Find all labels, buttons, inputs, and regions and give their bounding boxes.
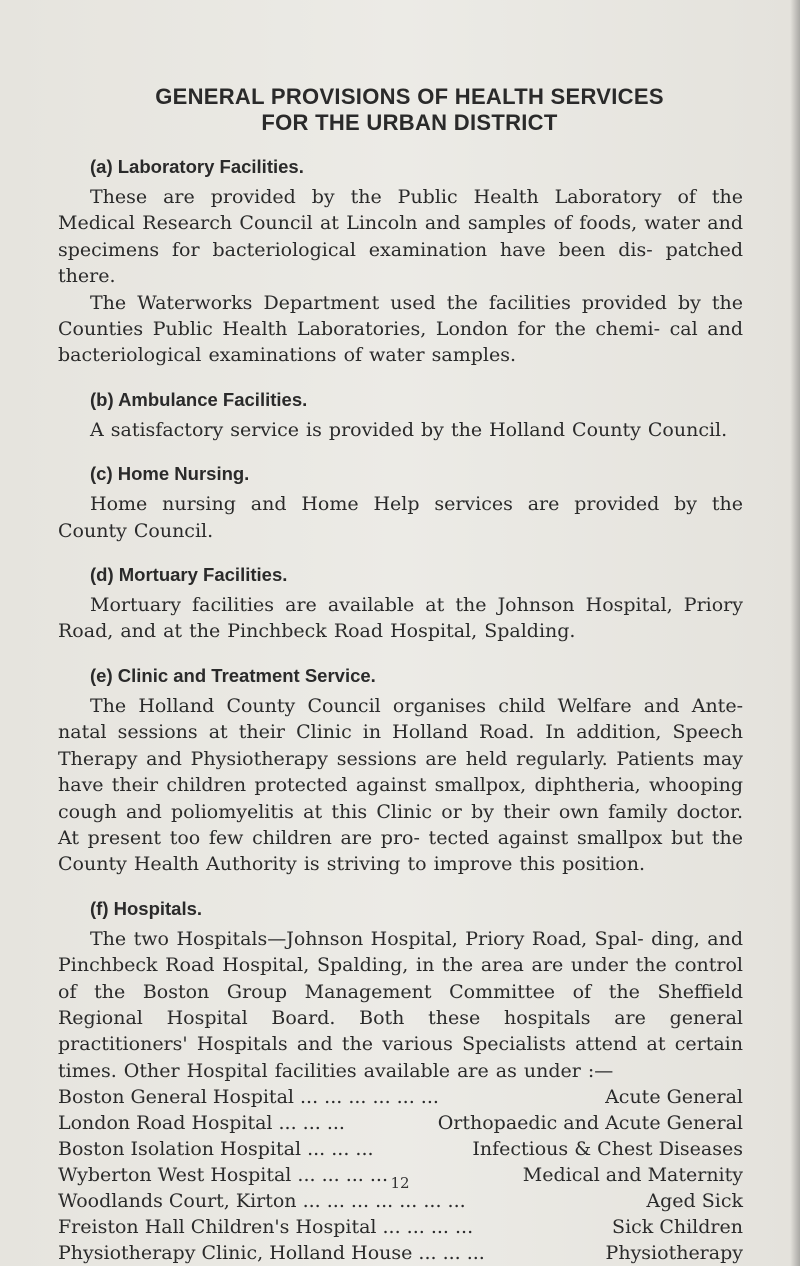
section-paragraph: A satisfactory service is provided by the Holland County Council. (90, 418, 728, 441)
hospital-name: Freiston Hall Children's Hospital ... ... ... ... (58, 1216, 474, 1239)
section-paragraph: Home nursing and Home Help services are provided by the County Council. (58, 493, 743, 542)
hospital-name: Woodlands Court, Kirton ... ... ... ... ... ... ... (58, 1190, 466, 1213)
hospital-description: Aged Sick (646, 1190, 743, 1213)
section-heading: (e) Clinic and Treatment Service. (90, 664, 376, 686)
section-heading: (c) Home Nursing. (90, 463, 250, 485)
hospital-name: Boston General Hospital ... ... ... ... ... ... (58, 1086, 439, 1109)
page-number: 12 (390, 1174, 410, 1192)
hospital-description: Sick Children (612, 1216, 743, 1239)
section-ambulance (58, 387, 743, 443)
section-paragraph: These are provided by the Public Health Laboratory of the Medical Research Council at Lincoln and samples of foods, water and specimens for bacteriological examination have been dis- patched there. (58, 186, 743, 288)
list-item (58, 1110, 743, 1136)
page-edge-shadow (790, 0, 800, 1266)
document-body (58, 84, 743, 1266)
section-heading: (b) Ambulance Facilities. (90, 388, 308, 410)
section-heading: (a) Laboratory Facilities. (90, 156, 304, 177)
list-item (58, 1214, 743, 1240)
section-paragraph: The Holland County Council organises child Welfare and Ante-natal sessions at their Clinic in Holland Road. In addition, Speech Therapy and Physiotherapy sessions are held regularly. Patients may have their children protected against smallpox, diphtheria, whooping cough and poliomyelitis at this Clinic or by their own family doctor. At present too few children are pro- tected against smallpox but the County Health Authority is striving to improve this position. (58, 694, 743, 876)
title-line-2: FOR THE URBAN DISTRICT (261, 110, 558, 135)
hospital-description: Acute General (605, 1086, 743, 1109)
hospital-description: Physiotherapy (605, 1242, 743, 1265)
section-laboratory (58, 154, 743, 369)
page-title (76, 84, 743, 136)
hospital-description: Orthopaedic and Acute General (437, 1112, 743, 1135)
section-mortuary (58, 562, 743, 645)
hospital-name: London Road Hospital ... ... ... (58, 1112, 345, 1135)
section-hospitals (58, 896, 743, 1266)
section-paragraph: The two Hospitals—Johnson Hospital, Priory Road, Spal- ding, and Pinchbeck Road Hospital, Spalding, in the area are under the control of the Boston Group Management Committee of the Sheffield Regional Hospital Board. Both these hospitals are general practitioners' Hospitals and the various Specialists attend at certain times. Other Hospital facilities available are as under :— (58, 927, 743, 1082)
list-item (58, 1188, 743, 1214)
title-line-1: GENERAL PROVISIONS OF HEALTH SERVICES (155, 84, 664, 109)
list-item (58, 1136, 743, 1162)
section-heading: (f) Hospitals. (90, 897, 203, 919)
hospital-description: Infectious & Chest Diseases (472, 1138, 743, 1161)
list-item (58, 1240, 743, 1266)
hospital-name: Wyberton West Hospital ... ... ... ... (58, 1164, 389, 1187)
hospital-description: Medical and Maternity (522, 1164, 743, 1187)
section-clinic (58, 663, 743, 878)
list-item (58, 1084, 743, 1110)
section-paragraph: Mortuary facilities are available at the Johnson Hospital, Priory Road, and at the Pinchbeck Road Hospital, Spalding. (58, 594, 743, 643)
hospital-name: Physiotherapy Clinic, Holland House ... ... ... (58, 1242, 485, 1265)
section-home-nursing (58, 461, 743, 544)
section-heading: (d) Mortuary Facilities. (90, 564, 288, 586)
hospital-name: Boston Isolation Hospital ... ... ... (58, 1138, 374, 1161)
section-paragraph: The Waterworks Department used the facilities provided by the Counties Public Health Laboratories, London for the chemi- cal and bacteriological examinations of water samples. (58, 291, 743, 367)
